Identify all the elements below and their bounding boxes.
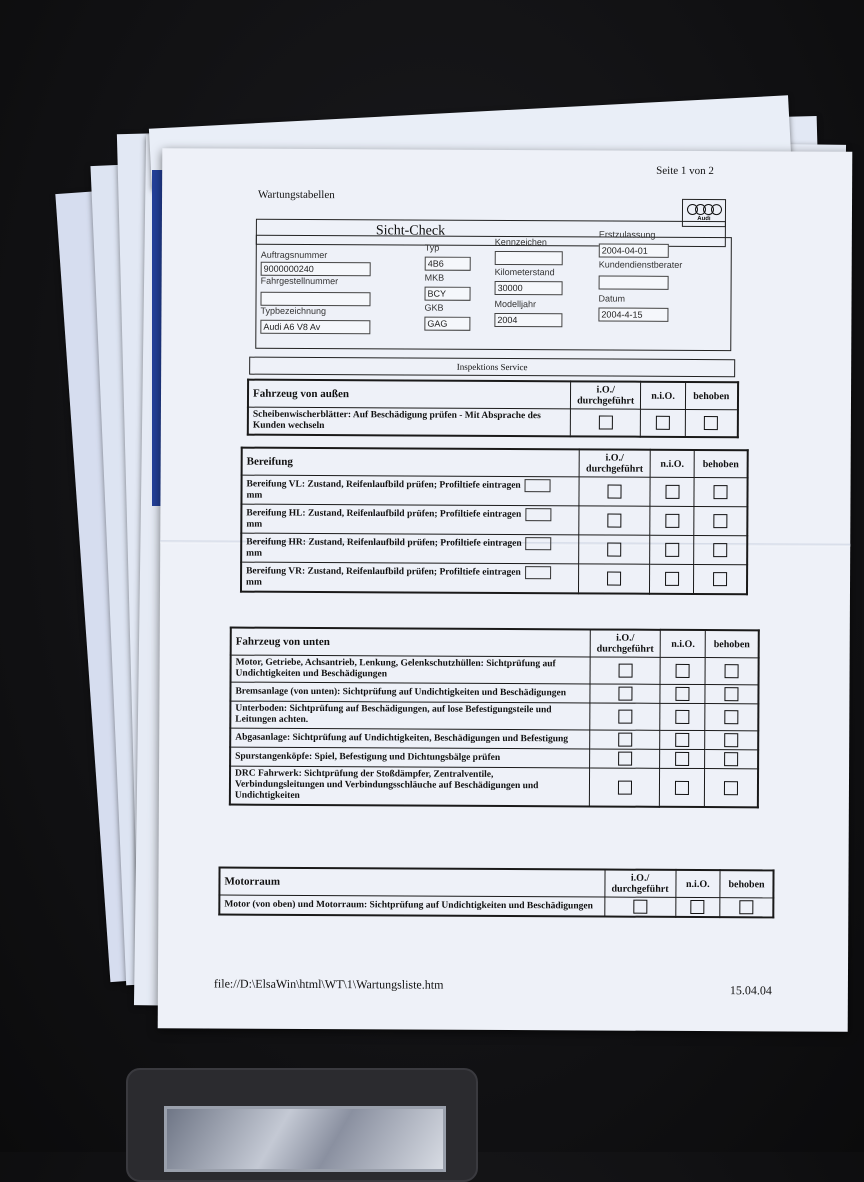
label-gkb: GKB [424, 302, 444, 313]
col-behoben: behoben [720, 870, 773, 898]
unit-label: mm [246, 519, 263, 530]
checkbox-behoben[interactable] [724, 752, 738, 766]
field-gkb: GAG [424, 317, 470, 331]
field-erstzulassung: 2004-04-01 [599, 243, 669, 257]
label-kennzeichen: Kennzeichen [494, 236, 547, 248]
label-auftragsnummer: Auftragsnummer [260, 249, 328, 261]
label-erstzulassung: Erstzulassung [598, 229, 656, 240]
label-modelljahr: Modelljahr [494, 298, 537, 310]
service-banner: Inspektions Service [249, 357, 735, 378]
checkbox-io[interactable] [618, 687, 632, 701]
field-datum: 2004-4-15 [598, 307, 668, 321]
label-datum: Datum [598, 293, 626, 304]
item-label: Bereifung HL: Zustand, Reifenlaufbild prüfen; Profiltiefe eintragen [246, 508, 522, 520]
field-auftragsnummer: 9000000240 [261, 262, 371, 277]
footer-date: 15.04.04 [729, 983, 772, 998]
item-label: Scheibenwischerblätter: Auf Beschädigung prüfen - Mit Absprache des Kunden wechseln [248, 407, 570, 436]
checkbox-behoben[interactable] [724, 687, 738, 701]
maintenance-sheet [158, 148, 853, 1032]
section-bereifung [240, 447, 749, 596]
checkbox-behoben[interactable] [704, 416, 718, 430]
checkbox-io[interactable] [607, 485, 621, 499]
checkbox-io[interactable] [599, 415, 613, 429]
unit-label: mm [246, 548, 263, 559]
checkbox-nio[interactable] [665, 572, 679, 586]
col-io: i.O./ durchgeführt [570, 381, 641, 409]
section-title: Bereifung [242, 448, 580, 477]
label-typbezeichnung: Typbezeichnung [260, 305, 327, 317]
checkbox-behoben[interactable] [724, 733, 738, 747]
item-label: Unterboden: Sichtprüfung auf Beschädigungen, auf lose Befestigungsteile und Leitungen achten. [230, 701, 589, 730]
checkbox-nio[interactable] [676, 687, 690, 701]
col-nio: n.i.O. [675, 870, 720, 898]
section-title: Fahrzeug von unten [231, 628, 590, 657]
table-row [231, 655, 759, 685]
item-label: Bereifung HR: Zustand, Reifenlaufbild prüfen; Profiltiefe eintragen [246, 537, 522, 549]
col-io: i.O./ durchgeführt [590, 629, 661, 657]
checkbox-nio[interactable] [676, 664, 690, 678]
col-io: i.O./ durchgeführt [579, 449, 650, 477]
checkbox-behoben[interactable] [725, 664, 739, 678]
checkbox-io[interactable] [618, 733, 632, 747]
checkbox-behoben[interactable] [713, 514, 727, 528]
table-row [230, 766, 758, 807]
checkbox-nio[interactable] [675, 780, 689, 794]
checkbox-nio[interactable] [691, 900, 705, 914]
section-title: Motorraum [219, 868, 604, 898]
item-label: Abgasanlage: Sichtprüfung auf Undichtigkeiten, Beschädigungen und Befestigung [230, 728, 589, 749]
field-typ: 4B6 [425, 257, 471, 271]
section-motorraum [218, 867, 774, 919]
unit-label: mm [246, 490, 263, 501]
dashboard-device [126, 1068, 478, 1182]
footer-path: file://D:\ElsaWin\html\WT\1\Wartungsliste.htm [213, 976, 444, 992]
col-behoben: behoben [694, 450, 747, 478]
label-kilometerstand: Kilometerstand [494, 266, 555, 278]
section-title: Fahrzeug von außen [248, 380, 570, 409]
checkbox-io[interactable] [618, 664, 632, 678]
checkbox-nio[interactable] [675, 733, 689, 747]
page-title: Sicht-Check [375, 223, 446, 239]
table-row [241, 562, 747, 594]
unit-label: mm [246, 577, 262, 588]
label-mkb: MKB [424, 272, 445, 283]
checkbox-io[interactable] [618, 710, 632, 724]
col-nio: n.i.O. [650, 450, 695, 478]
header-left: Wartungstabellen [258, 188, 335, 202]
checkbox-behoben[interactable] [724, 710, 738, 724]
checkbox-io[interactable] [618, 752, 632, 766]
field-kennzeichen [495, 251, 563, 265]
col-behoben: behoben [705, 630, 758, 658]
checkbox-nio[interactable] [665, 514, 679, 528]
table-row [230, 701, 758, 731]
item-label: Bereifung VR: Zustand, Reifenlaufbild prüfen; Profiltiefe eintragen [246, 566, 521, 578]
checkbox-behoben[interactable] [714, 485, 728, 499]
device-screen [164, 1106, 446, 1172]
table-row [241, 475, 747, 507]
profile-depth-field[interactable] [525, 479, 551, 492]
profile-depth-field[interactable] [525, 508, 551, 521]
field-kilometerstand: 30000 [495, 281, 563, 295]
checkbox-nio[interactable] [665, 485, 679, 499]
profile-depth-field[interactable] [525, 566, 551, 579]
item-label: Bremsanlage (von unten): Sichtprüfung auf Undichtigkeiten und Beschädigungen [230, 682, 589, 703]
checkbox-io[interactable] [607, 514, 621, 528]
table-row [241, 504, 747, 536]
item-label: Spurstangenköpfe: Spiel, Befestigung und Dichtungsbälge prüfen [230, 747, 589, 768]
profile-depth-field[interactable] [526, 537, 552, 550]
field-fahrgestellnummer [260, 292, 370, 307]
checkbox-io[interactable] [607, 572, 621, 586]
checkbox-io[interactable] [607, 543, 621, 557]
checkbox-nio[interactable] [656, 416, 670, 430]
item-label: DRC Fahrwerk: Sichtprüfung der Stoßdämpfer, Zentralventile, Verbindungsleitungen und Verbindungsschläuche auf Beschädigungen und Undichtigkeiten [230, 766, 589, 806]
field-kundendienstberater [599, 275, 669, 289]
checkbox-behoben[interactable] [724, 781, 738, 795]
item-label: Motor, Getriebe, Achsantrieb, Lenkung, Gelenkschutzhüllen: Sichtprüfung auf Undichtigkeiten und Beschädigungen [231, 655, 590, 684]
field-mkb: BCY [425, 287, 471, 301]
item-label: Bereifung VL: Zustand, Reifenlaufbild prüfen; Profiltiefe eintragen [246, 479, 521, 491]
page-number: Seite 1 von 2 [656, 164, 714, 178]
label-fahrgestellnummer: Fahrgestellnummer [260, 275, 339, 287]
col-io: i.O./ durchgeführt [605, 870, 676, 898]
audi-rings-icon [686, 204, 721, 215]
table-row [241, 533, 747, 565]
section-aussen [247, 379, 739, 439]
label-typ: Typ [424, 242, 440, 253]
checkbox-io[interactable] [617, 780, 631, 794]
label-kundendienstberater: Kundendienstberater [598, 259, 683, 270]
checkbox-behoben[interactable] [739, 900, 753, 914]
table-row [219, 895, 773, 917]
table-row [248, 407, 738, 437]
item-label: Motor (von oben) und Motorraum: Sichtprüfung auf Undichtigkeiten und Beschädigungen [219, 895, 604, 917]
col-nio: n.i.O. [661, 630, 706, 658]
checkbox-nio[interactable] [665, 543, 679, 557]
checkbox-behoben[interactable] [713, 572, 727, 586]
section-unten [229, 627, 760, 809]
field-modelljahr: 2004 [494, 313, 562, 327]
col-behoben: behoben [685, 382, 738, 410]
checkbox-io[interactable] [633, 900, 647, 914]
col-nio: n.i.O. [641, 382, 685, 410]
checkbox-behoben[interactable] [713, 543, 727, 557]
field-typbezeichnung: Audi A6 V8 Av [260, 320, 370, 335]
checkbox-nio[interactable] [676, 710, 690, 724]
checkbox-nio[interactable] [675, 752, 689, 766]
logo-text: Audi [697, 216, 711, 223]
